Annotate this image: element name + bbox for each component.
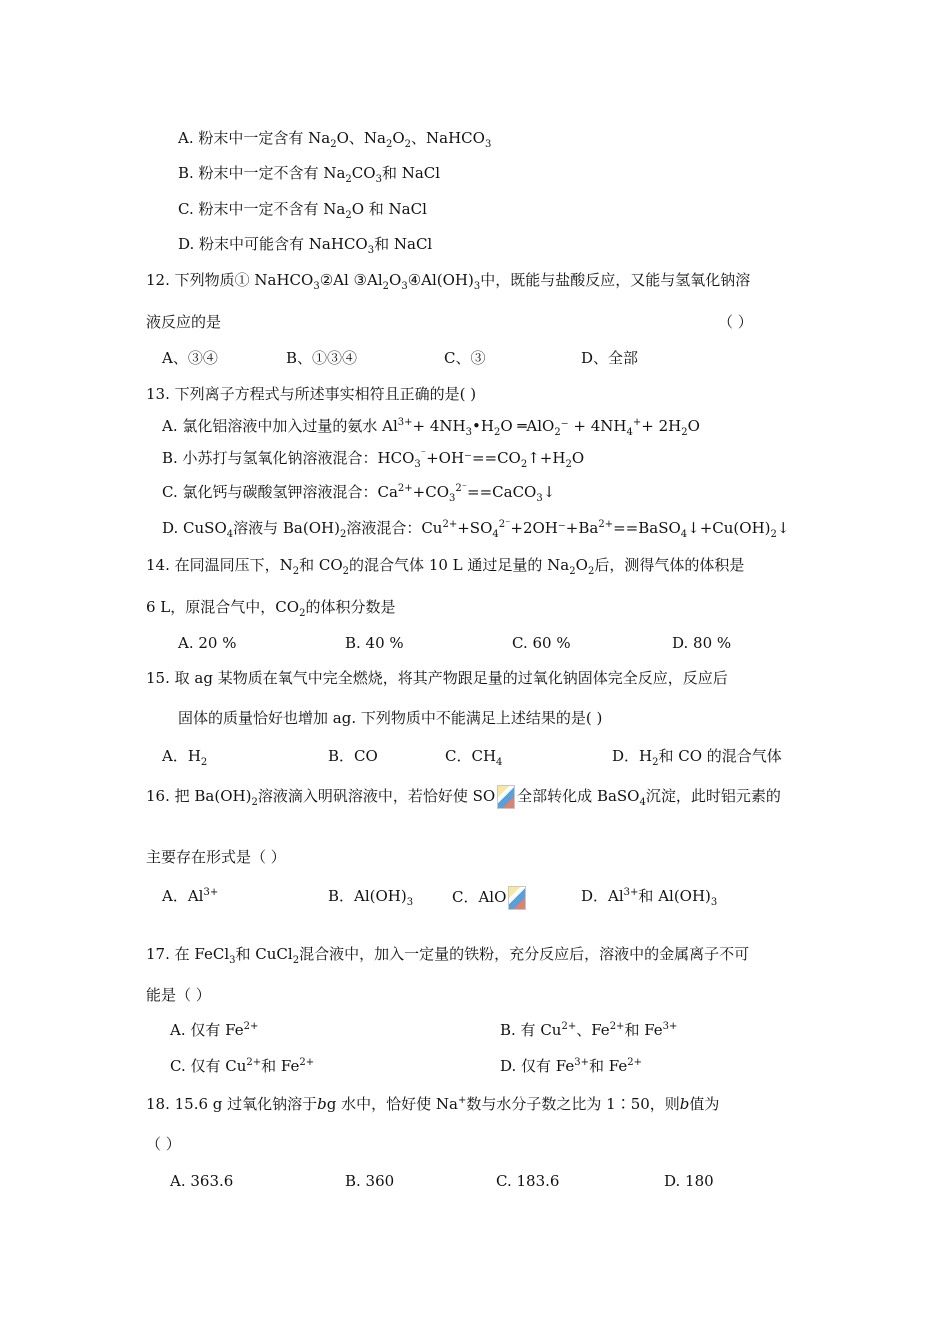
- q18-option-a: A. 363.6: [170, 1172, 234, 1190]
- q18-option-b: B. 360: [345, 1172, 395, 1190]
- broken-image-icon: [497, 785, 515, 809]
- q18-stem-line2: （ ）: [146, 1135, 181, 1153]
- broken-image-icon: [508, 886, 526, 910]
- q12-answer-paren: （ ）: [718, 313, 753, 331]
- q17-stem-line2: 能是（ ）: [146, 986, 211, 1004]
- q18-option-d: D. 180: [664, 1172, 714, 1190]
- q16-option-b: B．$Al(OH)_3$: [328, 887, 414, 908]
- q14-stem-line1: 14. 在同温同压下，$N_2$和 $CO_2$的混合气体 10 L 通过足量的 $Na_2O_2$后，测得气体的体积是: [146, 556, 745, 577]
- q16-stem-line2: 主要存在形式是（ ）: [146, 848, 286, 866]
- q12-option-d: D、全部: [581, 349, 639, 367]
- q12-stem-line1: 12. 下列物质① NaHCO$_3$②Al $③Al_2O_3④Al(OH)_3$中，既能与盐酸反应，又能与氢氧化钠溶: [146, 271, 751, 292]
- q16-option-d: D．$Al^{3+}$和 $Al(OH)_3$: [581, 887, 718, 908]
- q11-option-c: C. 粉末中一定不含有 $Na_2O$ 和 NaCl: [178, 200, 427, 221]
- q15-stem-line2: 固体的质量恰好也增加 ag. 下列物质中不能满足上述结果的是( ): [178, 709, 603, 727]
- q16-option-c: C．AlO: [452, 886, 528, 910]
- q17-stem-line1: 17. 在 FeCl$_3$和 CuCl$_2$混合液中，加入一定量的铁粉，充分反应后，溶液中的金属离子不可: [146, 945, 750, 966]
- q16-stem-line1: 16. 把 $Ba(OH)_2$溶液滴入明矾溶液中，若恰好使 SO 全部转化成 BaSO$_4$沉淀，此时铝元素的: [146, 787, 781, 808]
- q13-option-a: A. 氯化铝溶液中加入过量的氨水 $Al^{3+}+$ $4NH_3•H_2O$ ═AlO$_2$⁻ + $4NH_4^++ 2H_2O$: [162, 417, 700, 438]
- q14-option-c: C. 60 %: [512, 634, 571, 652]
- q15-option-b: B．CO: [328, 747, 378, 765]
- q15-option-d: D．$H_2$和 CO 的混合气体: [612, 747, 782, 768]
- q13-option-d: D. CuSO$_4$溶液与 $Ba(OH)_2$溶液混合：$Cu^{2+}+SO_4^{2^-}+2OH^-+Ba^{2+}==BaSO_4↓+Cu(OH)_2↓$: [162, 519, 790, 540]
- q15-stem-line1: 15. 取 ag 某物质在氧气中完全燃烧，将其产物跟足量的过氧化钠固体完全反应，反应后: [146, 669, 728, 687]
- q14-stem-line2: 6 L，原混合气中，$CO_2$的体积分数是: [146, 598, 396, 619]
- q11-option-a: A. 粉末中一定含有 $Na_2O$、$Na_2O_2$、NaHCO$_3$: [178, 129, 492, 150]
- q14-option-b: B. 40 %: [345, 634, 404, 652]
- q14-option-d: D. 80 %: [672, 634, 732, 652]
- q15-option-a: A．$H_2$: [162, 747, 208, 768]
- q17-option-a: A. 仅有 $Fe^{2+}$: [170, 1021, 259, 1039]
- q12-option-c: C、③: [444, 349, 486, 367]
- q12-option-b: B、①③④: [286, 349, 358, 367]
- q16-option-a: A．$Al^{3+}$: [162, 887, 219, 905]
- q18-option-c: C. 183.6: [496, 1172, 560, 1190]
- q13-stem: 13. 下列离子方程式与所述事实相符且正确的是( ): [146, 385, 477, 403]
- q17-option-d: D. 仅有 $Fe^{3+}$和 $Fe^{2+}$: [500, 1057, 642, 1075]
- q18-stem-line1: 18. 15.6 g 过氧化钠溶于bg 水中，恰好使 Na+数与水分子数之比为 1∶50，则b值为: [146, 1095, 720, 1113]
- q13-option-c: C. 氯化钙与碳酸氢钾溶液混合：$Ca^{2+}+CO_3^{2^-}==CaCO_3↓$: [162, 483, 556, 504]
- q13-option-b: B. 小苏打与氢氧化钠溶液混合：$HCO_3^{^-}+OH^-==CO_2↑+H_2O$: [162, 449, 585, 470]
- q15-option-c: C．$CH_4$: [445, 747, 503, 768]
- q17-option-b: B. 有 $Cu^{2+}$、$Fe^{2+}$和 $Fe^{3+}$: [500, 1021, 678, 1039]
- q12-stem-line2: 液反应的是: [146, 313, 222, 331]
- q12-option-a: A、③④: [162, 349, 218, 367]
- q14-option-a: A. 20 %: [178, 634, 237, 652]
- q11-option-b: B. 粉末中一定不含有 $Na_2CO_3$和 NaCl: [178, 164, 441, 185]
- q11-option-d: D. 粉末中可能含有 NaHCO$_3$和 NaCl: [178, 235, 433, 256]
- q17-option-c: C. 仅有 $Cu^{2+}$和 $Fe^{2+}$: [170, 1057, 315, 1075]
